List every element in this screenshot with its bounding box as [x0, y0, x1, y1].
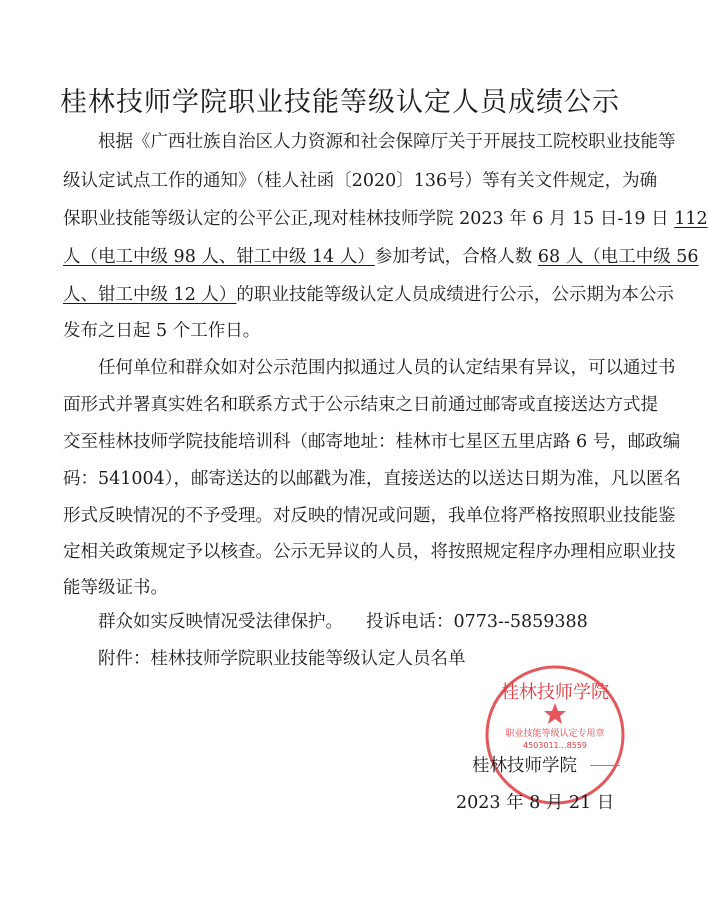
- para2-line: 能等级证书。: [63, 578, 168, 598]
- seal-star-icon: [544, 703, 566, 724]
- signature-rule: [590, 765, 620, 766]
- attachment-note: 附件：桂林技师学院职业技能等级认定人员名单: [98, 649, 466, 669]
- para1-line: [63, 246, 699, 268]
- signature-org: 桂林技师学院: [472, 756, 577, 776]
- para2-line: 交至桂林技师学院技能培训科（邮寄地址：桂林市七星区五里店路 6 号，邮政编: [63, 432, 681, 452]
- para2-line: 面形式并署真实姓名和联系方式于公示结束之日前通过邮寄或直接送达方式提: [63, 395, 658, 415]
- total-count: 112: [674, 209, 708, 229]
- para2-line: 码：541004），邮寄送达的以邮戳为准，直接送达的以送达日期为准，凡以匿名: [63, 469, 682, 489]
- page-title: 桂林技师学院职业技能等级认定人员成绩公示: [60, 87, 620, 118]
- passed-count: 68 人（电工中级 56: [537, 247, 699, 267]
- official-seal: [470, 660, 640, 810]
- para1-line: 级认定试点工作的通知》（桂人社函〔2020〕136号）等有关文件规定，为确: [63, 171, 658, 191]
- text: 的职业技能等级认定人员成绩进行公示，公示期为本公示: [236, 285, 674, 305]
- para1-line: 根据《广西壮族自治区人力资源和社会保障厅关于开展技工院校职业技能等: [98, 132, 676, 152]
- para1-line: 发布之日起 5 个工作日。: [63, 321, 261, 341]
- protection-note: 群众如实反映情况受法律保护。: [98, 612, 343, 632]
- seal-number: 4503011…8559: [523, 741, 587, 750]
- para1-line: [63, 284, 674, 306]
- signature-date: 2023 年 8 月 21 日: [456, 793, 615, 813]
- seal-inner-text: 职业技能等级认定专用章: [505, 729, 605, 739]
- para2-line: 任何单位和群众如对公示范围内拟通过人员的认定结果有异议，可以通过书: [98, 358, 676, 378]
- para1-line: [63, 208, 708, 230]
- para2-line: 定相关政策规定予以核查。公示无异议的人员，将按照规定程序办理相应职业技: [63, 542, 676, 562]
- text: 保职业技能等级认定的公平公正,现对桂林技师学院 2023 年 6 月 15 日-19 日: [63, 209, 675, 229]
- participant-breakdown: 人（电工中级 98 人、钳工中级 14 人）: [63, 247, 375, 267]
- passed-breakdown: 人、钳工中级 12 人）: [63, 285, 237, 305]
- text: 参加考试，合格人数: [374, 247, 538, 267]
- seal-outer-text: 桂林技师学院: [501, 682, 609, 703]
- para2-line: 形式反映情况的不予受理。对反映的情况或问题，我单位将严格按照职业技能鉴: [63, 506, 676, 526]
- complaint-phone: 投诉电话：0773--5859388: [366, 612, 588, 632]
